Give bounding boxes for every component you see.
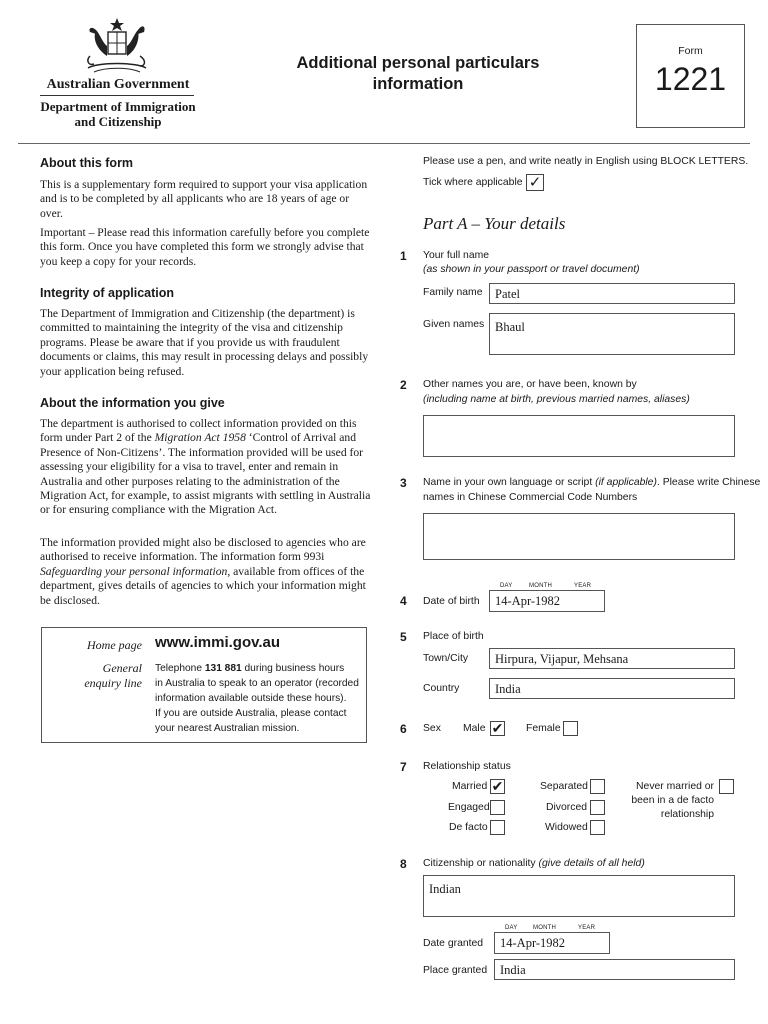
never-married-line1: Never married or bbox=[636, 781, 714, 792]
female-checkbox[interactable] bbox=[563, 721, 578, 736]
defacto-label: De facto bbox=[449, 822, 488, 833]
instruction-text: Please use a pen, and write neatly in English using BLOCK LETTERS. bbox=[423, 156, 749, 167]
engaged-checkbox[interactable] bbox=[490, 800, 505, 815]
family-name-label: Family name bbox=[423, 287, 483, 298]
dob-field[interactable]: 14-Apr-1982 bbox=[489, 590, 605, 612]
q6-number: 6 bbox=[400, 722, 407, 736]
never-married-checkbox[interactable] bbox=[719, 779, 734, 794]
enquiry-line-1: Telephone 131 881 during business hours bbox=[155, 663, 345, 674]
q2-label: Other names you are, or have been, known by bbox=[423, 379, 637, 390]
granted-month-hint: MONTH bbox=[533, 925, 556, 931]
granted-year-hint: YEAR bbox=[578, 925, 596, 931]
q7-number: 7 bbox=[400, 760, 407, 774]
q1-number: 1 bbox=[400, 249, 407, 263]
widowed-label: Widowed bbox=[545, 822, 588, 833]
q5-label: Place of birth bbox=[423, 631, 484, 642]
q2-hint: (including name at birth, previous married names, aliases) bbox=[423, 394, 690, 405]
form-label: Form bbox=[678, 45, 703, 57]
info-heading: About the information you give bbox=[40, 396, 225, 410]
citizenship-field[interactable]: Indian bbox=[423, 875, 735, 917]
integrity-paragraph: The Department of Immigration and Citizenship (the department) is committed to maintaining the integrity of the visa and citizenship programs. Please be aware that if you provide us with fraudulent documents or claims, this may result in processing delays and possibly your application being refused. bbox=[40, 307, 369, 378]
widowed-checkbox[interactable] bbox=[590, 820, 605, 835]
q5-number: 5 bbox=[400, 630, 407, 644]
town-field[interactable]: Hirpura, Vijapur, Mehsana bbox=[489, 648, 735, 669]
native-script-name-field[interactable] bbox=[423, 513, 735, 560]
about-paragraph-1: This is a supplementary form required to support your visa application and is to be completed by all applicants who are 18 years of age or over. bbox=[40, 178, 368, 220]
engaged-label: Engaged bbox=[448, 802, 490, 813]
form-number-box bbox=[636, 24, 745, 128]
info-paragraph-1: The department is authorised to collect information provided on this form under Part 2 of the Migration Act 1958 ‘Control of Arrival and Presence of Non-Citizens’. The information provided will be used for assessing your eligibility for a visa to travel, enter and remain in Australia and other purposes relating to the administration of the Migration Act, for example, to assist migrants with settling in Australia or for ensuring compliance with the Migration Act. bbox=[40, 417, 371, 517]
family-name-field[interactable]: Patel bbox=[489, 283, 735, 304]
coat-of-arms-logo bbox=[78, 16, 156, 76]
government-name: Australian Government bbox=[46, 77, 190, 92]
q3-label-line2: names in Chinese Commercial Code Numbers bbox=[423, 492, 638, 503]
government-divider bbox=[40, 95, 194, 96]
male-checkbox[interactable]: ✔ bbox=[491, 720, 504, 736]
country-field[interactable]: India bbox=[489, 678, 735, 699]
sex-label: Sex bbox=[423, 723, 441, 734]
part-a-heading: Part A – Your details bbox=[423, 214, 566, 233]
date-granted-label: Date granted bbox=[423, 938, 484, 949]
never-married-line2: been in a de facto bbox=[631, 795, 714, 806]
date-granted-field[interactable]: 14-Apr-1982 bbox=[494, 932, 610, 954]
enquiry-label-2: enquiry line bbox=[84, 676, 142, 690]
form-number: 1221 bbox=[654, 61, 727, 97]
granted-day-hint: DAY bbox=[505, 925, 518, 931]
dob-day-hint: DAY bbox=[500, 583, 513, 589]
dob-month-hint: MONTH bbox=[529, 583, 552, 589]
female-label: Female bbox=[526, 723, 561, 734]
town-label: Town/City bbox=[423, 653, 469, 664]
other-names-field[interactable] bbox=[423, 415, 735, 457]
enquiry-line-5: your nearest Australian mission. bbox=[155, 723, 300, 734]
given-names-label: Given names bbox=[423, 319, 485, 330]
married-label: Married bbox=[452, 781, 488, 792]
q3-label: Name in your own language or script (if applicable). Please write Chinese bbox=[423, 477, 761, 488]
q2-number: 2 bbox=[400, 378, 407, 392]
tick-example-checkbox: ✓ bbox=[526, 174, 544, 191]
place-granted-label: Place granted bbox=[423, 965, 488, 976]
header-divider bbox=[18, 143, 750, 144]
dob-label: Date of birth bbox=[423, 596, 480, 607]
dob-year-hint: YEAR bbox=[574, 583, 592, 589]
department-name: Department of Immigration and Citizenship bbox=[40, 99, 196, 129]
enquiry-line-3: information available outside these hours). bbox=[155, 693, 347, 704]
married-checkbox[interactable]: ✔ bbox=[491, 778, 504, 794]
q1-hint: (as shown in your passport or travel document) bbox=[423, 264, 640, 275]
country-label: Country bbox=[423, 683, 460, 694]
defacto-checkbox[interactable] bbox=[490, 820, 505, 835]
divorced-label: Divorced bbox=[546, 802, 587, 813]
separated-label: Separated bbox=[540, 781, 588, 792]
q3-number: 3 bbox=[400, 476, 407, 490]
about-paragraph-2: Important – Please read this information carefully before you complete this form. Once you have completed this form we strongly advise that you keep a copy for your records. bbox=[40, 226, 370, 268]
divorced-checkbox[interactable] bbox=[590, 800, 605, 815]
relationship-label: Relationship status bbox=[423, 761, 511, 772]
separated-checkbox[interactable] bbox=[590, 779, 605, 794]
q1-label: Your full name bbox=[423, 250, 490, 261]
home-page-link[interactable]: www.immi.gov.au bbox=[155, 634, 281, 651]
info-paragraph-2: The information provided might also be disclosed to agencies who are authorised to receive information. The information form 993i Safeguarding your personal information, available from offices of the department, gives details of agencies to which your information might be disclosed. bbox=[40, 536, 366, 607]
home-page-label: Home page bbox=[87, 638, 142, 652]
tick-label: Tick where applicable bbox=[423, 177, 523, 188]
never-married-line3: relationship bbox=[660, 809, 714, 820]
enquiry-line-4: If you are outside Australia, please contact bbox=[155, 708, 347, 719]
citizenship-label: Citizenship or nationality (give details of all held) bbox=[423, 858, 645, 869]
q4-number: 4 bbox=[400, 594, 407, 608]
integrity-heading: Integrity of application bbox=[40, 286, 175, 300]
form-title: Additional personal particulars information bbox=[296, 54, 540, 93]
enquiry-line-2: in Australia to speak to an operator (recorded bbox=[155, 678, 359, 689]
about-heading: About this form bbox=[40, 156, 134, 170]
enquiry-label-1: General bbox=[102, 661, 142, 675]
contact-box bbox=[41, 627, 367, 743]
q8-number: 8 bbox=[400, 857, 407, 871]
male-label: Male bbox=[463, 723, 486, 734]
given-names-field[interactable]: Bhaul bbox=[489, 313, 735, 355]
place-granted-field[interactable]: India bbox=[494, 959, 735, 980]
